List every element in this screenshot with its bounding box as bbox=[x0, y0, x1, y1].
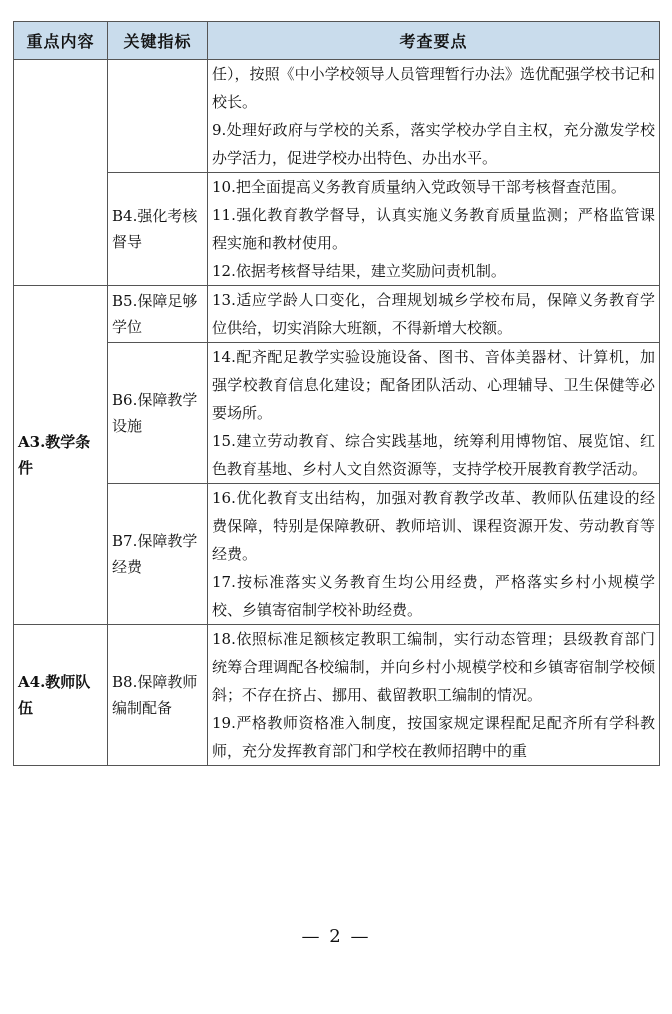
table-row bbox=[14, 60, 660, 173]
point-text: 9.处理好政府与学校的关系，落实学校办学自主权，充分激发学校办学活力，促进学校办出特色、办出水平。 bbox=[212, 121, 655, 167]
point-text: 16.优化教育支出结构，加强对教育教学改革、教师队伍建设的经费保障，特别是保障教研、教师培训、课程资源开发、劳动教育等经费。 bbox=[212, 489, 655, 563]
table-row bbox=[14, 625, 660, 766]
point-text: 19.严格教师资格准入制度，按国家规定课程配足配齐所有学科教师，充分发挥教育部门和学校在教师招聘中的重 bbox=[212, 714, 655, 760]
point-text: 14.配齐配足教学实验设施设备、图书、音体美器材、计算机，加强学校教育信息化建设；配备团队活动、心理辅导、卫生保健等必要场所。 bbox=[212, 348, 655, 422]
indicator-cell: B5.保障足够学位 bbox=[108, 286, 208, 343]
header-inspection-points: 考查要点 bbox=[208, 22, 660, 60]
table-row bbox=[14, 484, 660, 625]
area-cell bbox=[14, 60, 108, 286]
page-number: — 2 — bbox=[301, 926, 371, 947]
header-focus-content: 重点内容 bbox=[14, 22, 108, 60]
point-text: 18.依照标准足额核定教职工编制，实行动态管理；县级教育部门统筹合理调配各校编制，并向乡村小规模学校和乡镇寄宿制学校倾斜；不存在挤占、挪用、截留教职工编制的情况。 bbox=[212, 630, 655, 704]
area-cell-a4: A4.教师队伍 bbox=[14, 625, 108, 766]
indicator-cell: B6.保障教学设施 bbox=[108, 343, 208, 484]
points-cell bbox=[208, 286, 660, 343]
point-text: 11.强化教育教学督导，认真实施义务教育质量监测；严格监管课程实施和教材使用。 bbox=[212, 206, 655, 252]
point-text: 13.适应学龄人口变化，合理规划城乡学校布局，保障义务教育学位供给，切实消除大班额，不得新增大校额。 bbox=[212, 291, 655, 337]
indicator-cell: B7.保障教学经费 bbox=[108, 484, 208, 625]
table-row bbox=[14, 173, 660, 286]
points-cell bbox=[208, 625, 660, 766]
table-row bbox=[14, 343, 660, 484]
table-row bbox=[14, 286, 660, 343]
inspection-table bbox=[13, 21, 660, 766]
points-cell bbox=[208, 343, 660, 484]
header-key-indicator: 关键指标 bbox=[108, 22, 208, 60]
point-text: 任），按照《中小学校领导人员管理暂行办法》选优配强学校书记和校长。 bbox=[212, 65, 655, 111]
point-text: 15.建立劳动教育、综合实践基地，统筹利用博物馆、展览馆、红色教育基地、乡村人文自然资源等，支持学校开展教育教学活动。 bbox=[212, 432, 655, 478]
indicator-cell bbox=[108, 60, 208, 173]
table-header-row bbox=[14, 22, 660, 60]
points-cell bbox=[208, 484, 660, 625]
area-cell-a3: A3.教学条件 bbox=[14, 286, 108, 625]
point-text: 10.把全面提高义务教育质量纳入党政领导干部考核督查范围。 bbox=[212, 178, 626, 196]
point-text: 12.依据考核督导结果，建立奖励问责机制。 bbox=[212, 262, 506, 280]
points-cell bbox=[208, 173, 660, 286]
indicator-cell: B8.保障教师编制配备 bbox=[108, 625, 208, 766]
point-text: 17.按标准落实义务教育生均公用经费，严格落实乡村小规模学校、乡镇寄宿制学校补助经费。 bbox=[212, 573, 655, 619]
points-cell bbox=[208, 60, 660, 173]
indicator-cell: B4.强化考核督导 bbox=[108, 173, 208, 286]
